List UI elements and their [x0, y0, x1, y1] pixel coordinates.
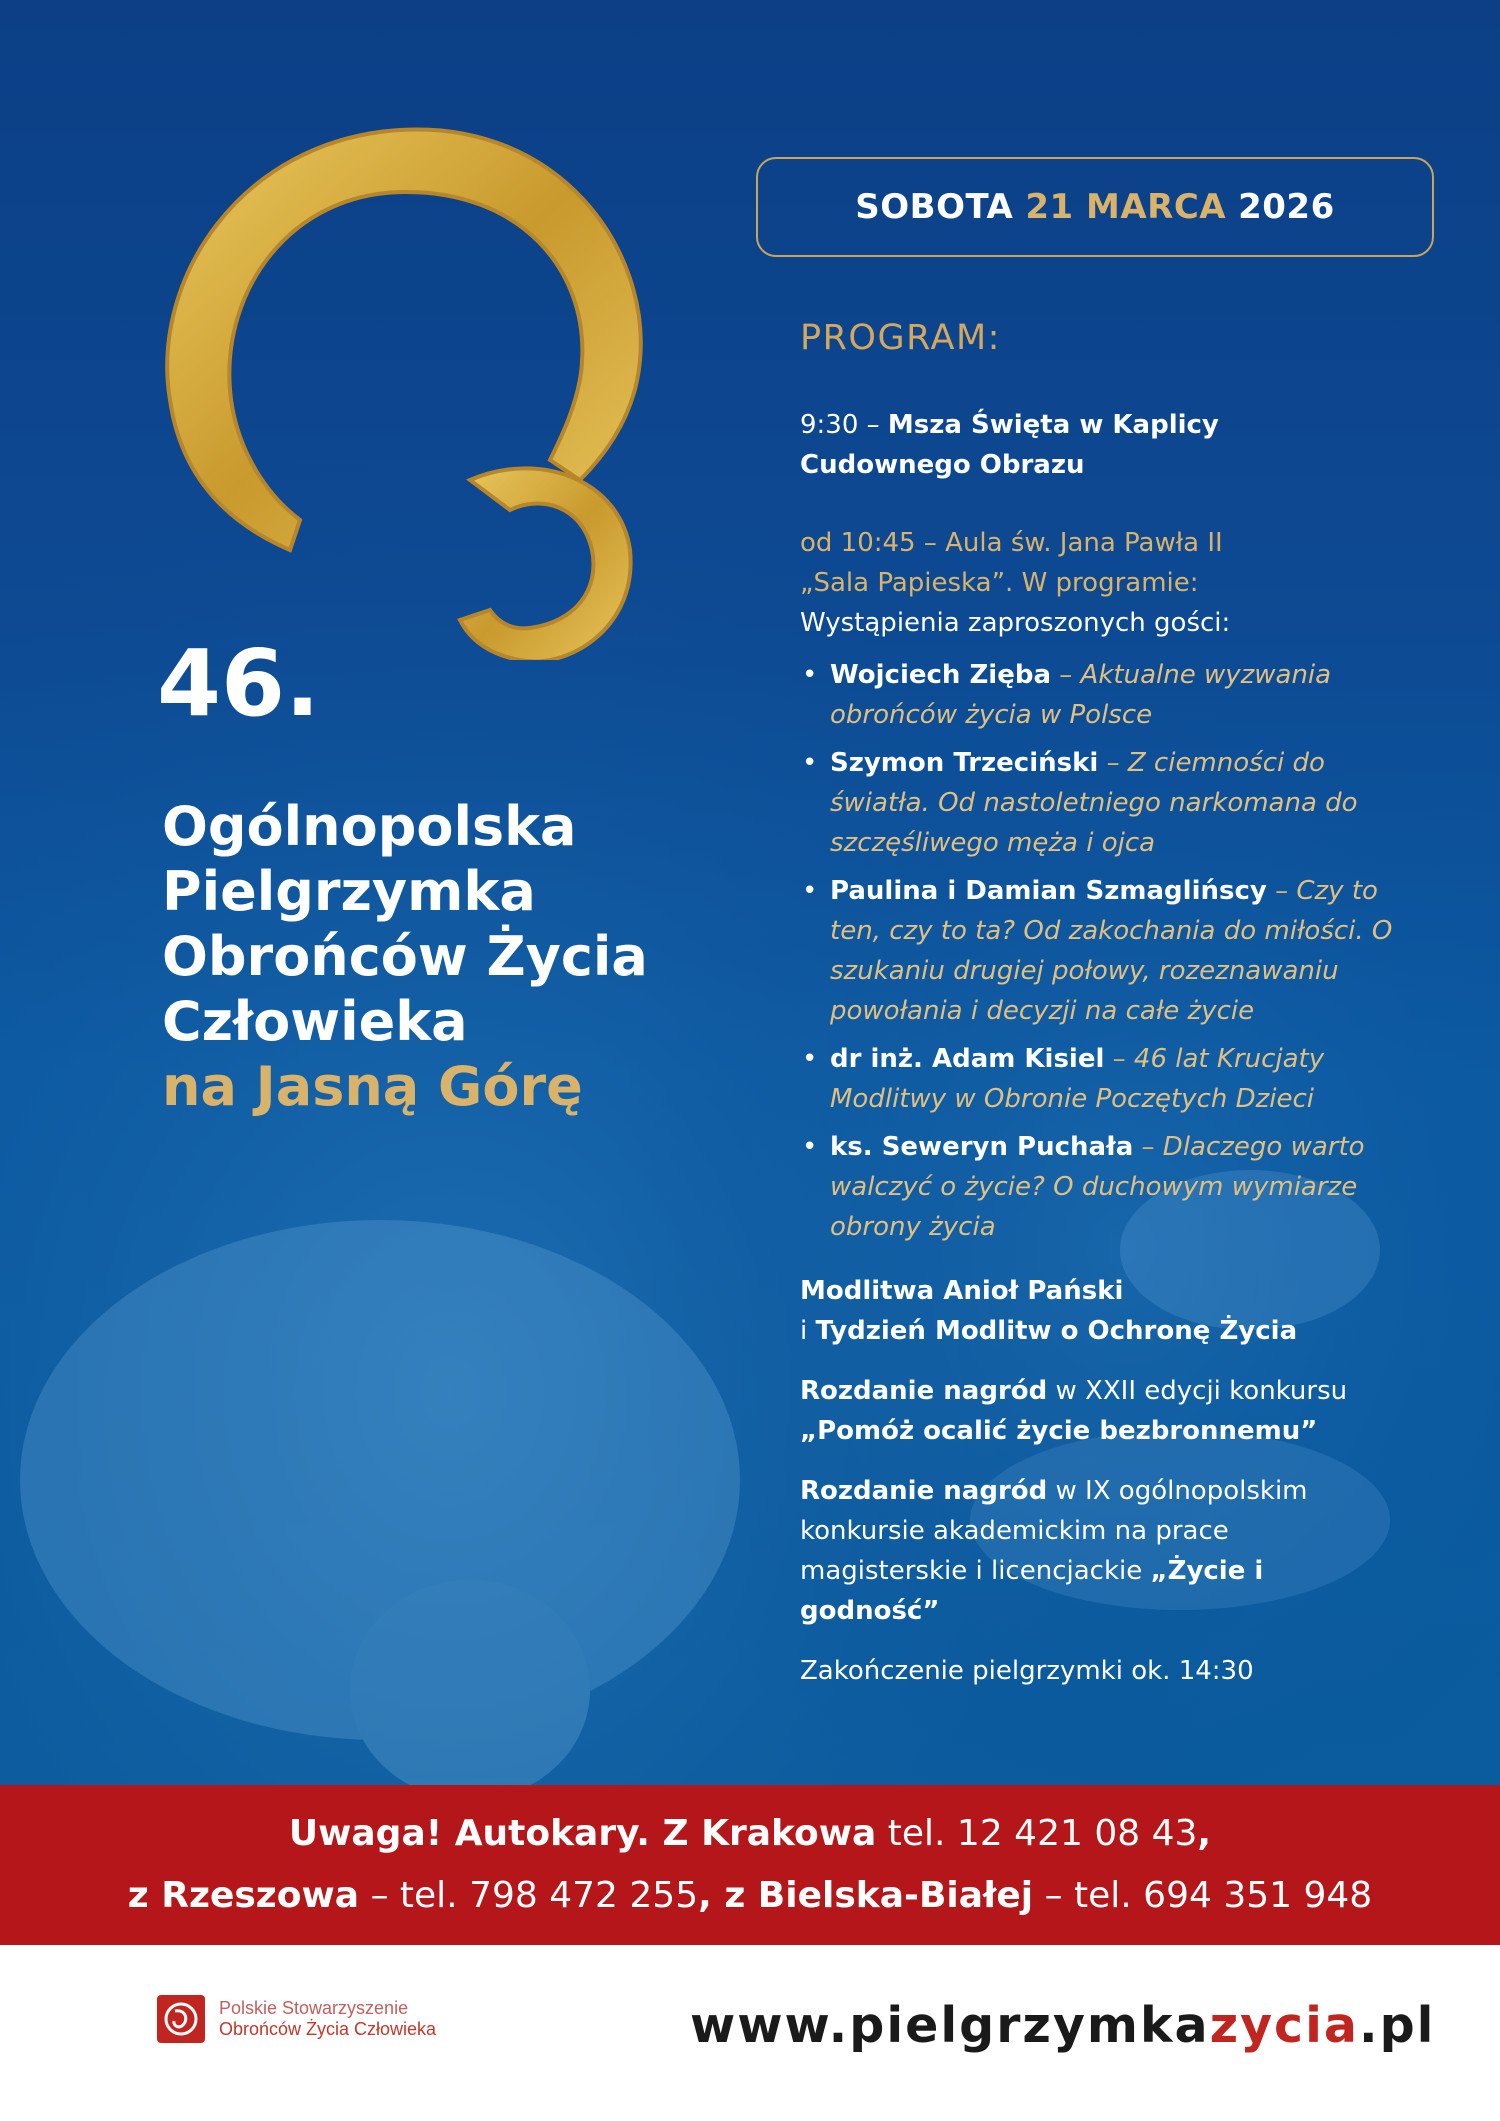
date-day-name: SOBOTA: [855, 187, 1014, 227]
speaker-topic: Dlaczego warto walczyć o życie? O duchowym wymiarze obrony życia: [830, 1132, 1365, 1242]
award-1: [800, 1371, 1400, 1451]
award-1-text: w XXII edycji konkursu: [1047, 1376, 1348, 1406]
speaker-sep: –: [1098, 748, 1128, 778]
headline-line: Ogólnopolska: [162, 795, 577, 858]
headline-line: Obrońców Życia: [162, 925, 648, 988]
speaker-topic: 46 lat Krucjaty Modlitwy w Obronie Poczętych Dzieci: [830, 1044, 1325, 1114]
aula-intro: Wystąpienia zaproszonych gości:: [800, 608, 1231, 638]
speaker-item: [800, 871, 1400, 1031]
speaker-topic: Aktualne wyzwania obrońców życia w Polsce: [830, 660, 1332, 730]
date-box: [756, 157, 1434, 257]
speaker-name: ks. Seweryn Puchała: [830, 1132, 1134, 1162]
bus-krakow-phone: tel. 12 421 08 43: [876, 1813, 1198, 1854]
program-body: [800, 405, 1400, 1691]
bus-rzeszow-label: z Rzeszowa: [127, 1875, 360, 1916]
award-1-bold: Rozdanie nagród: [800, 1376, 1048, 1406]
bus-notice-band: [0, 1785, 1500, 1945]
speaker-sep: –: [1266, 876, 1297, 906]
gold-symbol-icon: [130, 100, 690, 660]
headline-gold-line: na Jasną Górę: [162, 1055, 583, 1118]
headline-line: Pielgrzymka: [162, 860, 536, 923]
aula-line-1: od 10:45 – Aula św. Jana Pawła II: [800, 528, 1223, 558]
award-2-text: w IX ogólnopolskim konkursie akademickim na prace magisterskie i licencjackie: [800, 1476, 1308, 1586]
org-name-line-2: Obrońców Życia Człowieka: [219, 2019, 437, 2039]
speaker-list: [800, 655, 1400, 1247]
bus-bielsko-label: , z Bielska-Białej: [698, 1875, 1034, 1916]
program-mass: [800, 405, 1400, 485]
speaker-sep: –: [1133, 1132, 1163, 1162]
award-1-title: „Pomóż ocalić życie bezbronnemu”: [800, 1416, 1318, 1446]
date-year: 2026: [1238, 187, 1335, 227]
speaker-item: [800, 1127, 1400, 1247]
org-logo-icon: [155, 1993, 207, 2045]
aula-line-2: „Sala Papieska”. W programie:: [800, 568, 1199, 598]
bus-krakow-label: Uwaga! Autokary. Z Krakowa: [288, 1813, 877, 1854]
headline: [162, 794, 762, 1119]
url-part-2: zycia: [1209, 1997, 1359, 2054]
org-logo[interactable]: [155, 1993, 436, 2045]
award-2-title: „Życie i godność”: [800, 1556, 1264, 1626]
speaker-topic: Z ciemności do światła. Od nastoletniego narkomana do szczęśliwego męża i ojca: [830, 748, 1358, 858]
mass-title-2: Cudownego Obrazu: [800, 450, 1085, 480]
edition-number: 46.: [157, 630, 320, 737]
speaker-name: dr inż. Adam Kisiel: [830, 1044, 1105, 1074]
bus-bielsko-phone: – tel. 694 351 948: [1033, 1875, 1373, 1916]
program-heading: PROGRAM:: [800, 318, 1001, 358]
url-part-3: .pl: [1358, 1997, 1436, 2054]
website-link[interactable]: [690, 1997, 1435, 2054]
award-2: [800, 1471, 1400, 1631]
speaker-topic: Czy to ten, czy to ta? Od zakochania do miłości. O szukaniu drugiej połowy, rozeznawaniu powołania i decyzji na całe życie: [830, 876, 1393, 1026]
angelus-prefix: i: [800, 1316, 816, 1346]
speaker-sep: –: [1104, 1044, 1134, 1074]
angelus-line-2: Tydzień Modlitw o Ochronę Życia: [815, 1316, 1298, 1346]
bus-notice-line-2: [0, 1865, 1500, 1927]
org-name: [219, 1998, 436, 2040]
award-2-bold: Rozdanie nagród: [800, 1476, 1048, 1506]
bus-notice-line-1: [0, 1803, 1500, 1865]
url-part-1: www.pielgrzymka: [690, 1997, 1210, 2054]
date-day-month: 21 MARCA: [1025, 187, 1227, 227]
mass-time: 9:30 –: [800, 410, 888, 440]
angelus-line-1: Modlitwa Anioł Pański: [800, 1276, 1124, 1306]
speaker-item: [800, 1039, 1400, 1119]
speaker-name: Szymon Trzeciński: [830, 748, 1099, 778]
speaker-item: [800, 743, 1400, 863]
bus-rzeszow-phone: – tel. 798 472 255: [359, 1875, 699, 1916]
speaker-name: Paulina i Damian Szmaglińscy: [830, 876, 1267, 906]
angelus: [800, 1271, 1400, 1351]
bus-comma: ,: [1197, 1813, 1212, 1854]
closing: Zakończenie pielgrzymki ok. 14:30: [800, 1656, 1254, 1686]
mass-title-1: Msza Święta w Kaplicy: [887, 410, 1219, 440]
speaker-sep: –: [1051, 660, 1081, 690]
speaker-item: [800, 655, 1400, 735]
speaker-name: Wojciech Zięba: [830, 660, 1052, 690]
org-name-line-1: Polskie Stowarzyszenie: [219, 1998, 409, 2018]
headline-line: Człowieka: [162, 990, 468, 1053]
